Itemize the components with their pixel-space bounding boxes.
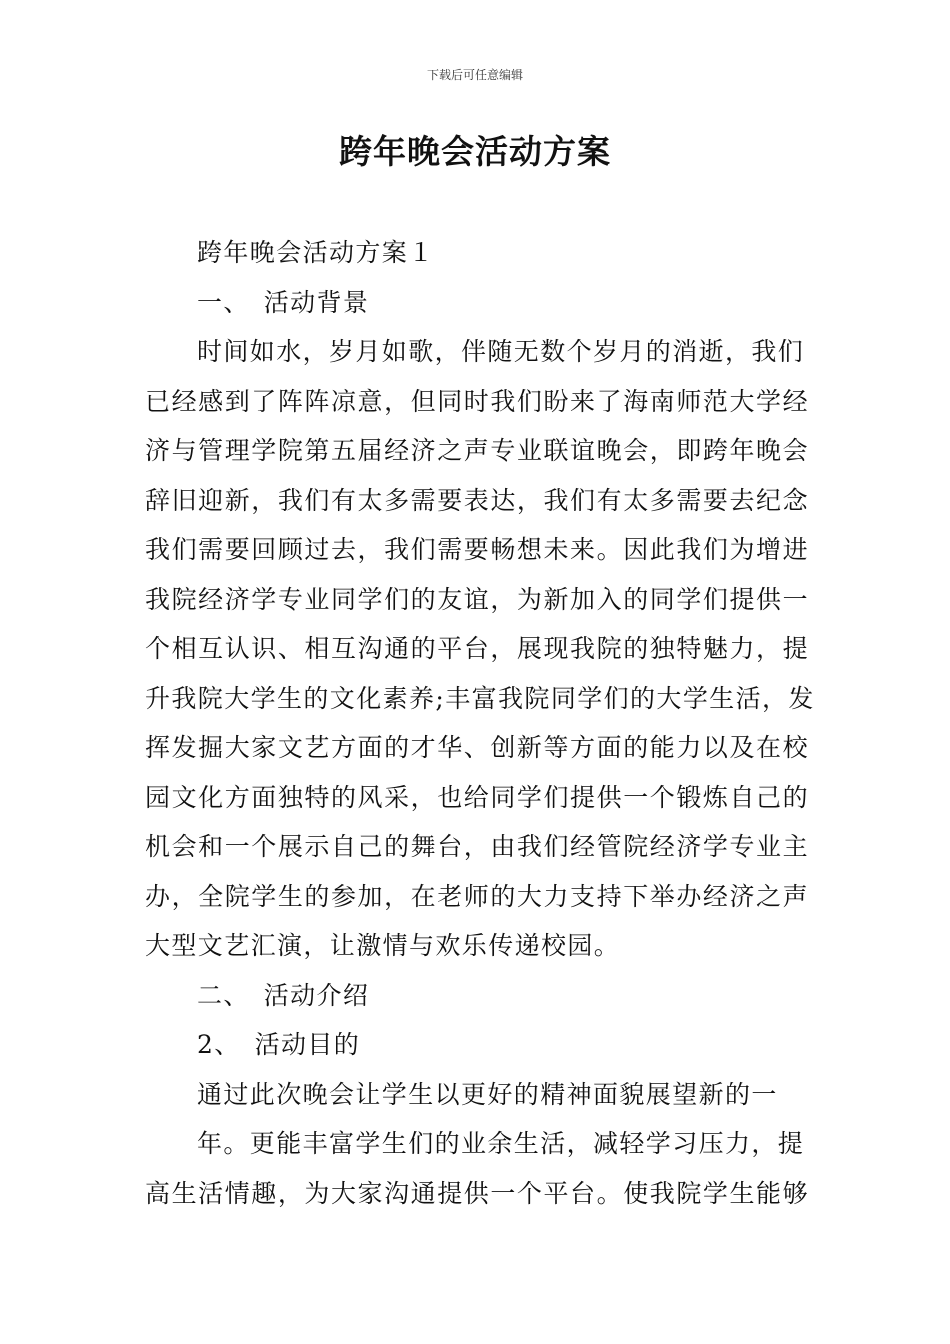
header-note: 下载后可任意编辑	[426, 68, 523, 82]
paragraph-line: 高生活情趣，为大家沟通提供一个平台。使我院学生能够	[145, 1178, 809, 1208]
paragraph-line: 机会和一个展示自己的舞台，由我们经管院经济学专业主	[145, 832, 809, 861]
paragraph-line: 通过此次晚会让学生以更好的精神面貌展望新的一	[197, 1079, 778, 1109]
document-body	[145, 228, 815, 1218]
paragraph-line: 大型文艺汇演，让激情与欢乐传递校园。	[145, 931, 621, 960]
paragraph-line: 济与管理学院第五届经济之声专业联谊晚会，即跨年晚会	[145, 436, 809, 465]
paragraph-line: 我院经济学专业同学们的友谊，为新加入的同学们提供一	[145, 584, 809, 614]
paragraph-line: 我们需要回顾过去，我们需要畅想未来。因此我们为增进	[145, 535, 809, 564]
paragraph-line: 挥发掘大家文艺方面的才华、创新等方面的能力以及在校	[145, 733, 809, 762]
section-heading-introduction: 二、 活动介绍	[197, 980, 370, 1010]
paragraph-line: 时间如水，岁月如歌，伴随无数个岁月的消逝，我们	[197, 337, 805, 366]
document-title: 跨年晚会活动方案	[339, 132, 611, 171]
paragraph-line: 年。更能丰富学生们的业余生活，减轻学习压力，提	[197, 1129, 805, 1158]
paragraph-line: 办，全院学生的参加，在老师的大力支持下举办经济之声	[145, 881, 809, 911]
document-subtitle: 跨年晚会活动方案１	[197, 238, 435, 267]
sub-heading-purpose: 2、 活动目的	[197, 1030, 361, 1059]
paragraph-line: 升我院大学生的文化素养;丰富我院同学们的大学生活，发	[145, 683, 815, 713]
paragraph-line: 辞旧迎新，我们有太多需要表达，我们有太多需要去纪念	[145, 485, 809, 515]
paragraph-line: 已经感到了阵阵凉意，但同时我们盼来了海南师范大学经	[145, 386, 809, 416]
section-heading-background: 一、 活动背景	[197, 287, 370, 317]
paragraph-line: 个相互认识、相互沟通的平台，展现我院的独特魅力，提	[145, 634, 809, 663]
paragraph-line: 园文化方面独特的风采，也给同学们提供一个锻炼自己的	[145, 782, 809, 812]
